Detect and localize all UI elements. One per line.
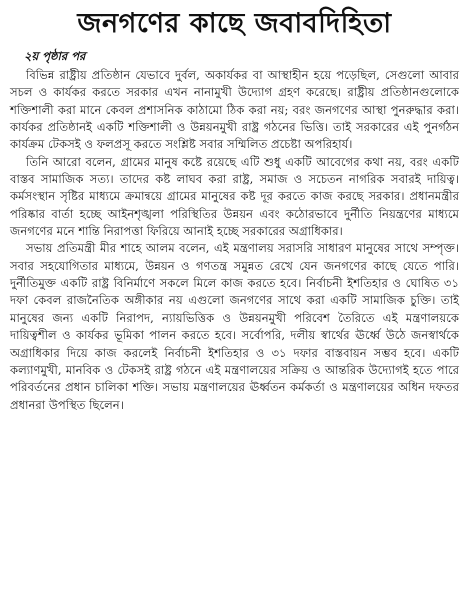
article-paragraph-2: তিনি আরো বলেন, গ্রামের মানুষ কষ্টে রয়েছে এটি শুধু একটি আবেগের কথা নয়, বরং একটি বাস্তব সামাজিক সত্য। তাদের কষ্ট লাঘব করা রাষ্ট্র, সমাজ ও সচেতন নাগরিক সবারই দায়িত্ব। কর্মসংস্থান সৃষ্টির মাধ্যমে ক্রমান্বয়ে গ্রামের মানুষের কষ্ট দূর করতে কাজ করছে সরকার। প্রধানমন্ত্রীর পরিষ্কার বার্তা হচ্ছে আইনশৃঙ্খলা পরিস্থিতির উন্নয়ন এবং কঠোরভাবে দুর্নীতি নিয়ন্ত্রণের মাধ্যমে জনগণের মনে শান্তি নিরাপত্তা ফিরিয়ে আনাই হচ্ছে সরকারের অগ্রাধিকার। [10, 154, 459, 239]
article-body [10, 67, 459, 414]
article-paragraph-3: সভায় প্রতিমন্ত্রী মীর শাহে আলম বলেন, এই মন্ত্রণালয় সরাসরি সাধারণ মানুষের সাথে সম্পৃক্ত। সবার সহযোগিতার মাধ্যমে, উন্নয়ন ও গণতন্ত্র সমুন্নত রেখে যেন জনগণের কাছে যেতে পারি। দুর্নীতিমুক্ত একটি রাষ্ট্র বিনির্মাণে সকলে মিলে কাজ করতে হবে। নির্বাচনী ইশতিহার ও ঘোষিত ৩১ দফা কেবল রাজনৈতিক অঙ্গীকার নয় এগুলো জনগণের সাথে করা একটি সামাজিক চুক্তি। তাই মানুষের জন্য একটি নিরাপদ, ন্যায়ভিত্তিক ও উন্নয়নমুখী পরিবেশ তৈরিতে এই মন্ত্রণালয়কে দায়িত্বশীল ও কার্যকর ভূমিকা পালন করতে হবে। সর্বোপরি, দলীয় স্বার্থের ঊর্ধ্বে উঠে জনস্বার্থকে অগ্রাধিকার দিয়ে কাজ করলেই নির্বাচনী ইশতিহার ও ৩১ দফার বাস্তবায়ন সম্ভব হবে। একটি কল্যাণমুখী, মানবিক ও টেকসই রাষ্ট্র গঠনে এই মন্ত্রণালয়ের সক্রিয় ও আন্তরিক উদ্যোগই হতে পারে পরিবর্তনের প্রধান চালিকা শক্তি। সভায় মন্ত্রণালয়ের ঊর্ধ্বতন কর্মকর্তা ও মন্ত্রণালয়ের অধিন দফতর প্রধানরা উপস্থিত ছিলেন। [10, 241, 459, 412]
article-headline: জনগণের কাছে জবাবদিহিতা [77, 8, 392, 39]
continued-from-label: ২য় পৃষ্ঠার পর [24, 49, 86, 63]
article-paragraph-1: বিভিন্ন রাষ্ট্রীয় প্রতিষ্ঠান যেভাবে দুর্বল, অকার্যকর বা আস্থাহীন হয়ে পড়েছিল, সেগুলো আবার সচল ও কার্যকর করতে সরকার এখন নানামুখী উদ্যোগ গ্রহণ করেছে। রাষ্ট্রীয় প্রতিষ্ঠানগুলোকে শক্তিশালী করা মানে কেবল প্রশাসনিক কাঠামো ঠিক করা নয়; বরং জনগণের আস্থা পুনরুদ্ধার করা। কার্যকর প্রতিষ্ঠানই একটি শক্তিশালী ও উন্নয়নমুখী রাষ্ট্র গঠনের ভিত্তি। তাই সরকারের এই পুনর্গঠন কার্যক্রম টেকসই ও ফলপ্রসূ করতে সংশ্লিষ্ট সবার সম্মিলিত প্রচেষ্টা অপরিহার্য। [10, 68, 459, 152]
